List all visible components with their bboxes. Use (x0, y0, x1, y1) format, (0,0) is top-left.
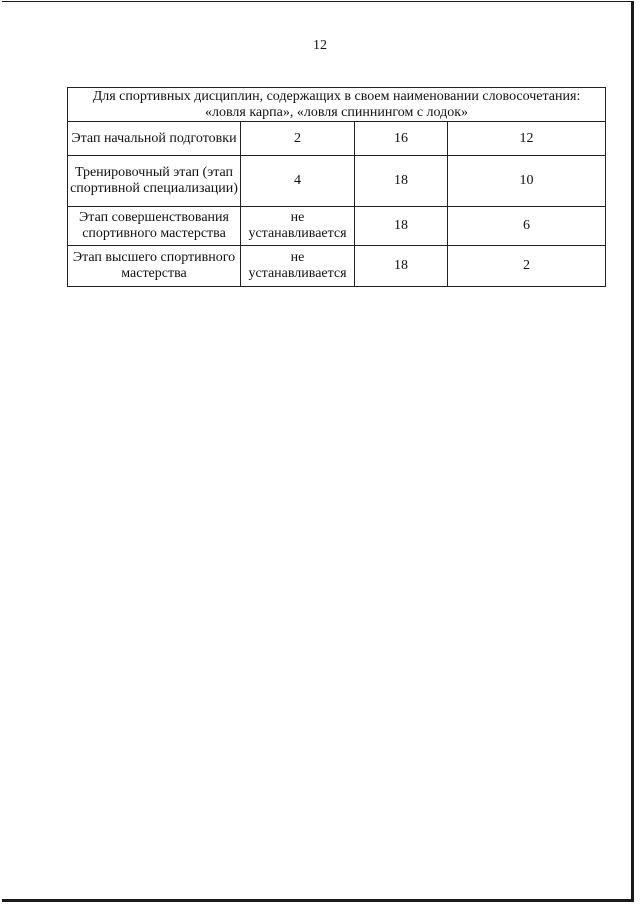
table-row (68, 122, 606, 156)
stage-cell: Этап начальной подготовки (68, 122, 241, 156)
norms-table (67, 87, 606, 287)
value-cell: 18 (355, 207, 448, 246)
value-cell: 16 (355, 122, 448, 156)
value-cell: 12 (448, 122, 606, 156)
stage-cell: Этап совершенствования спортивного мастерства (68, 207, 241, 246)
stage-cell: Тренировочный этап (этап спортивной специализации) (68, 156, 241, 207)
table-row (68, 156, 606, 207)
value-cell: 18 (355, 156, 448, 207)
page-number: 12 (313, 38, 327, 53)
value-cell: 18 (355, 246, 448, 287)
table-header-cell: Для спортивных дисциплин, содержащих в своем наименовании словосочетания: «ловля карпа», «ловля спиннингом с лодок» (68, 88, 606, 122)
value-cell: 2 (241, 122, 355, 156)
table-row (68, 246, 606, 287)
table-row (68, 207, 606, 246)
value-cell: не устанавливается (241, 246, 355, 287)
value-cell: 6 (448, 207, 606, 246)
value-cell: 2 (448, 246, 606, 287)
value-cell: 10 (448, 156, 606, 207)
value-cell: не устанавливается (241, 207, 355, 246)
value-cell: 4 (241, 156, 355, 207)
stage-cell: Этап высшего спортивного мастерства (68, 246, 241, 287)
table-header-row (68, 88, 606, 122)
